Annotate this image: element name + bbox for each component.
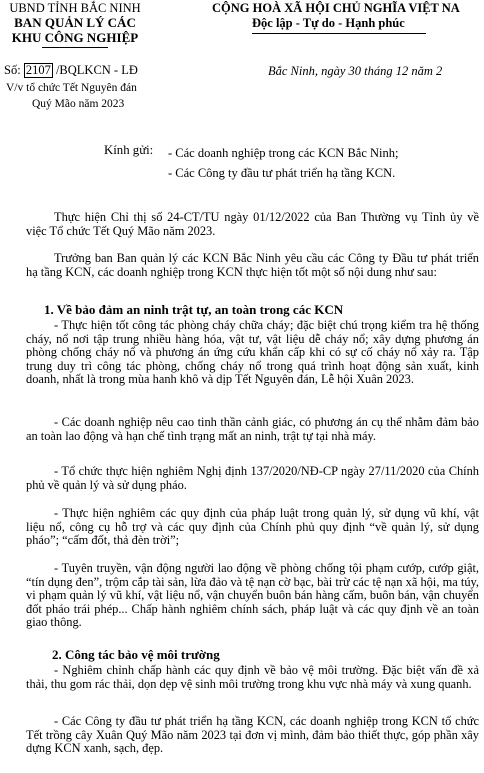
agency-underline — [42, 47, 108, 48]
national-motto: Độc lập - Tự do - Hạnh phúc — [252, 16, 405, 30]
document-number — [4, 63, 138, 78]
section-2-paragraph: - Các Công ty đầu tư phát triển hạ tầng KCN, các doanh nghiệp trong KCN tổ chức Tết trồng cây Xuân Quý Mão năm 2023 tại đơn vị mình, đảm bảo thiết thực, góp phần xây dựng KCN xanh, sạch, đẹp. — [26, 714, 479, 756]
section-1-title: 1. Về bảo đảm an ninh trật tự, an toàn trong các KCN — [44, 302, 344, 317]
place-date: Bắc Ninh, ngày 30 tháng 12 năm 2 — [268, 64, 443, 78]
section-2-paragraph: - Nghiêm chỉnh chấp hành các quy định về bảo vệ môi trường. Đặc biệt vấn đề xả thải, thu gom rác thải, dọn dẹp vệ sinh môi trường trong khu vực nhà máy và xung quanh. — [26, 663, 479, 691]
recipient-item: - Các doanh nghiệp trong các KCN Bắc Ninh; — [168, 146, 399, 160]
agency-name-line1: BAN QUẢN LÝ CÁC — [14, 15, 136, 30]
section-2-title: 2. Công tác bảo vệ môi trường — [52, 647, 220, 662]
subject-line-2: Quý Mão năm 2023 — [32, 98, 125, 110]
intro-paragraph-2: Trưởng ban Ban quản lý các KCN Bắc Ninh yêu cầu các Công ty Đầu tư phát triển hạ tầng KCN, các doanh nghiệp trong KCN thực hiện tốt một số nội dung như sau: — [26, 251, 479, 279]
document-number-value: 2107 — [25, 63, 51, 77]
agency-name-line2: KHU CÔNG NGHIỆP — [11, 30, 139, 45]
motto-underline — [252, 33, 426, 34]
subject-line-1: V/v tổ chức Tết Nguyên đán — [6, 82, 137, 94]
section-1-paragraph: - Các doanh nghiệp nêu cao tinh thần cảnh giác, có phương án cụ thể nhằm đảm bảo an toàn lao động và hạn chế tình trạng mất an ninh, trật tự tại nhà máy. — [26, 415, 479, 443]
agency-parent: UBND TỈNH BẮC NINH — [9, 1, 141, 15]
document-number-suffix: /BQLKCN - LĐ — [55, 63, 138, 77]
recipients-label: Kính gửi: — [104, 143, 154, 157]
country-name: CỘNG HOÀ XÃ HỘI CHỦ NGHĨA VIỆT NA — [212, 1, 460, 15]
recipient-item: - Các Công ty đầu tư phát triển hạ tầng KCN. — [168, 166, 396, 180]
section-1-paragraph: - Thực hiện tốt công tác phòng cháy chữa cháy; đặc biệt chú trọng kiểm tra hệ thống cháy, nổ nơi tập trung nhiều hàng hóa, vật tư, vật liệu dễ cháy nổ; xây dựng phương án phòng chống cháy nổ và phương án ứng cứu khẩn cấp khi có sự cố cháy nổ xảy ra. Tập trung duy trì công tác phòng, chống cháy nổ trong quá trình hoạt động sản xuất, kinh doanh, nhất là trong mùa hanh khô và dịp Tết Nguyên đán, Lễ hội Xuân 2023. — [26, 318, 479, 387]
intro-paragraph: Thực hiện Chỉ thị số 24-CT/TU ngày 01/12/2022 của Ban Thường vụ Tỉnh ủy về việc Tổ chức Tết Quý Mão năm 2023. — [26, 210, 479, 238]
section-1-paragraph: - Tuyên truyền, vận động người lao động về phòng chống tội phạm cướp, cướp giật, “tín dụng đen”, trộm cắp tài sản, lừa đảo và tệ nạn cờ bạc, bài trừ các tệ nạn xã hội, ma túy, vi phạm quản lý vũ khí, vật liệu nổ, vận chuyển buôn bán hàng cấm, buôn bán, vận chuyển đốt pháo trái phép... Chấp hành nghiêm chính sách, pháp luật và các quy định về an toàn giao thông. — [26, 561, 479, 630]
section-1-paragraph: - Tổ chức thực hiện nghiêm Nghị định 137/2020/NĐ-CP ngày 27/11/2020 của Chính phủ về quản lý và sử dụng pháo. — [26, 464, 479, 492]
document-number-prefix: Số: — [4, 63, 21, 77]
section-1-paragraph: - Thực hiện nghiêm các quy định của pháp luật trong quản lý, sử dụng vũ khí, vật liệu nổ, công cụ hỗ trợ và các quy định của Chính phủ quy định “về quản lý, sử dụng pháo”; “cấm đốt, thả đèn trời”; — [26, 506, 479, 548]
